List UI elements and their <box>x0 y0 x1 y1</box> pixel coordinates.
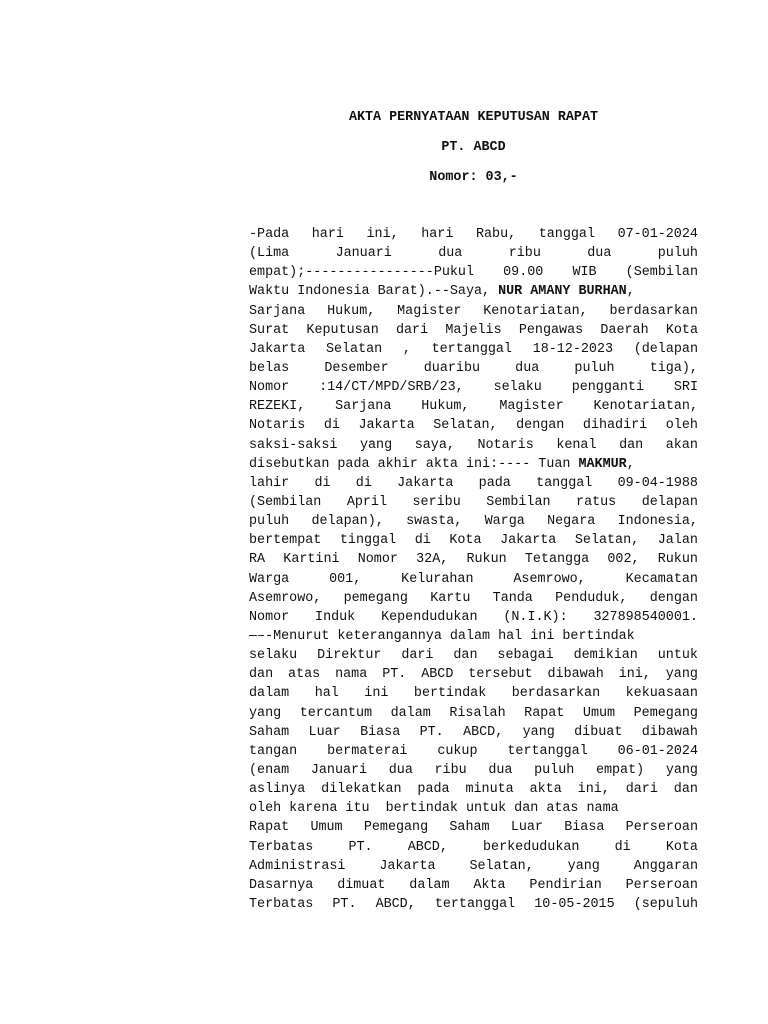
body-word: Nomor <box>249 609 290 625</box>
body-word: Pendirian <box>529 877 602 893</box>
body-word: atas <box>288 667 321 683</box>
body-word: Notaris <box>249 418 306 434</box>
body-word: PT. <box>382 667 407 683</box>
body-word: dilekatkan <box>321 782 402 798</box>
body-word: , <box>402 341 411 357</box>
body-line <box>249 608 698 627</box>
body-word: (sepuluh <box>633 896 698 912</box>
bold-name: MAKMUR <box>578 456 627 472</box>
body-word: di <box>323 418 340 434</box>
document-header <box>249 108 698 198</box>
body-word: berdasarkan <box>609 303 698 319</box>
body-word: dari <box>625 782 658 798</box>
body-word: Terbatas <box>249 896 314 912</box>
body-word: puluh <box>574 360 615 376</box>
body-word: swasta, <box>406 514 463 530</box>
body-line <box>249 761 698 780</box>
body-word: tanggal <box>536 475 593 491</box>
body-word: Sembilan <box>486 494 551 510</box>
body-word: hal <box>314 686 339 702</box>
body-word: dengan <box>649 590 698 606</box>
body-word: 18-12-2023 <box>532 341 614 357</box>
body-word: tersebut <box>468 667 533 683</box>
body-word: demikian <box>573 648 638 664</box>
body-line <box>249 799 698 818</box>
body-word: puluh <box>657 246 698 262</box>
body-word: lahir <box>249 475 290 491</box>
body-word: nama <box>335 667 368 683</box>
body-word: 32A, <box>416 552 449 568</box>
body-word: Terbatas <box>249 839 314 855</box>
body-word: Asemrowo, <box>249 590 322 606</box>
body-word: kekuasaan <box>625 686 698 702</box>
body-word: ini <box>364 686 389 702</box>
body-word: akan <box>665 437 698 453</box>
body-word: Magister <box>397 303 462 319</box>
body-word: 07-01-2024 <box>617 227 698 242</box>
body-line <box>249 244 698 263</box>
body-word: belas <box>249 360 290 376</box>
body-word: Selatan, <box>469 858 534 874</box>
body-word: 09.00 <box>503 265 544 281</box>
body-word: yang <box>359 437 393 453</box>
body-line <box>249 742 698 761</box>
body-line <box>249 704 698 723</box>
body-word: bertindak <box>413 686 487 702</box>
body-word: dua <box>438 246 463 262</box>
body-word: 06-01-2024 <box>617 743 698 759</box>
body-word: Sarjana <box>249 303 306 319</box>
body-word: Pengawas <box>518 322 584 338</box>
body-word: Warga <box>484 514 525 530</box>
body-word: pemegang <box>343 590 408 606</box>
body-line <box>249 493 698 512</box>
body-word: PT. <box>332 896 357 912</box>
body-word: Januari <box>335 246 392 262</box>
body-word: Kota <box>665 322 698 338</box>
body-word: hari <box>421 227 454 242</box>
body-word: Penduduk, <box>555 590 628 606</box>
body-word: Selatan <box>325 341 383 357</box>
body-word: Notaris <box>477 437 534 453</box>
body-word: Sarjana <box>335 399 392 415</box>
body-word: kenal <box>556 437 597 453</box>
body-line <box>249 646 698 665</box>
body-word: Akta <box>473 877 506 893</box>
body-word: Pemegang <box>633 705 698 721</box>
body-word: Jalan <box>657 533 698 549</box>
body-word: -Pada <box>249 227 290 242</box>
document-body <box>249 225 698 914</box>
body-line <box>249 225 698 244</box>
body-line <box>249 321 698 340</box>
body-word: Saham <box>449 820 490 836</box>
body-word: seribu <box>412 494 461 510</box>
body-word: pada <box>417 782 450 798</box>
body-word: 002, <box>607 552 640 568</box>
body-word: dan <box>453 648 478 664</box>
body-line <box>249 455 698 474</box>
body-word: (N.I.K): <box>503 609 568 625</box>
body-line <box>249 838 698 857</box>
body-word: yang <box>665 762 698 778</box>
body-word: selaku <box>249 648 298 664</box>
body-word: Kenotariatan, <box>593 399 698 415</box>
body-word: Jakarta <box>379 858 436 874</box>
body-word: Administrasi <box>249 858 346 874</box>
body-word: SRI <box>673 380 698 396</box>
body-word: dihadiri <box>582 418 648 434</box>
body-word: Perseroan <box>625 820 698 836</box>
body-line <box>249 876 698 895</box>
body-word: (Sembilan <box>249 494 322 510</box>
body-word: Saham <box>249 724 290 740</box>
body-word: Tetangga <box>524 552 590 568</box>
body-word: selaku <box>493 380 542 396</box>
body-word: pada <box>478 475 511 491</box>
body-word: di <box>355 475 372 491</box>
body-word: ini, <box>577 782 610 798</box>
body-word: cukup <box>437 743 478 759</box>
body-word: bermaterai <box>327 743 408 759</box>
body-word: di <box>414 533 431 549</box>
body-word: REZEKI, <box>249 399 306 415</box>
body-word: dalam <box>249 686 290 702</box>
body-word: Umum <box>582 705 616 721</box>
body-word: pengganti <box>571 380 645 396</box>
body-segment: , <box>626 456 635 472</box>
body-line <box>249 665 698 684</box>
body-word: Negara <box>547 514 596 530</box>
body-word: dengan <box>516 418 565 434</box>
body-line <box>249 302 698 321</box>
body-word: Desember <box>324 360 389 376</box>
body-word: Hukum, <box>421 399 470 415</box>
body-word: yang <box>567 858 600 874</box>
body-line <box>249 416 698 435</box>
body-word: Januari <box>310 762 368 778</box>
body-word: Kartu <box>430 590 471 606</box>
body-segment: —–-Menurut keterangannya dalam hal ini bertindak <box>249 628 635 644</box>
body-word: Surat <box>249 322 290 338</box>
body-word: saksi-saksi <box>249 437 338 453</box>
body-word: Kartini <box>283 552 340 568</box>
body-word: Luar <box>510 820 543 836</box>
body-word: tertanggal <box>434 896 516 912</box>
body-line <box>249 589 698 608</box>
body-word: 001, <box>329 571 362 587</box>
body-word: Kenotariatan, <box>483 303 588 319</box>
body-word: dibawah <box>641 724 698 740</box>
body-word: :14/CT/MPD/SRB/23, <box>319 380 464 396</box>
body-line <box>249 531 698 550</box>
body-word: Anggaran <box>633 858 698 874</box>
body-word: Daerah <box>600 322 649 338</box>
body-word: Magister <box>499 399 564 415</box>
body-word: yang <box>522 724 555 740</box>
body-line <box>249 857 698 876</box>
body-word: dua <box>388 762 413 778</box>
body-word: (Sembilan <box>625 265 698 281</box>
document-number: Nomor: 03,- <box>429 170 518 185</box>
body-word: dan <box>249 667 274 683</box>
body-word: di <box>614 839 631 855</box>
body-word: Keputusan <box>306 322 379 338</box>
body-word: berdasarkan <box>511 686 601 702</box>
body-line <box>249 895 698 914</box>
body-word: aslinya <box>249 782 306 798</box>
body-word: sebagai <box>497 648 554 664</box>
body-word: di <box>314 475 331 491</box>
body-word: dan <box>619 437 644 453</box>
body-word: ribu <box>434 762 467 778</box>
body-word: Kependudukan <box>381 609 478 625</box>
body-word: (Lima <box>249 246 290 262</box>
body-word: yang <box>665 667 698 683</box>
body-segment: oleh karena itu bertindak untuk dan atas nama <box>249 801 619 817</box>
body-word: Biasa <box>564 820 605 836</box>
body-segment: disebutkan pada akhir akta ini:---- Tuan <box>249 456 579 472</box>
body-word: delapan), <box>311 514 384 530</box>
body-word: Biasa <box>360 724 401 740</box>
body-word: Rabu, <box>475 227 517 242</box>
body-word: dua <box>587 246 612 262</box>
body-word: ribu <box>508 246 541 262</box>
body-word: PT. <box>419 724 444 740</box>
body-line <box>249 684 698 703</box>
body-word: Selatan, <box>433 418 498 434</box>
body-line <box>249 627 698 646</box>
body-word: oleh <box>665 418 698 434</box>
body-line <box>249 723 698 742</box>
body-word: untuk <box>657 648 698 664</box>
bold-name: NUR AMANY BURHAN <box>498 284 627 300</box>
body-word: tertanggal <box>431 341 512 357</box>
body-word: (enam <box>249 762 290 778</box>
body-line <box>249 818 698 837</box>
body-word: ABCD, <box>407 839 448 855</box>
body-segment: Waktu Indonesia Barat).--Saya, <box>249 284 499 300</box>
body-word: 327898540001. <box>593 609 698 625</box>
body-word: tercantum <box>299 705 373 721</box>
body-line <box>249 397 698 416</box>
body-word: dan <box>673 782 698 798</box>
body-word: saya, <box>414 437 455 453</box>
body-word: tinggal <box>339 533 397 549</box>
body-word: dalam <box>390 705 431 721</box>
body-word: Nomor <box>357 552 398 568</box>
body-line <box>249 263 698 282</box>
body-word: dimuat <box>337 877 386 893</box>
body-word: Rapat <box>249 820 290 836</box>
body-word: ini, <box>618 667 651 683</box>
body-word: Selatan, <box>574 533 640 549</box>
body-word: empat);----------------Pukul <box>249 265 474 281</box>
body-word: WIB <box>572 265 597 281</box>
body-word: Kecamatan <box>625 571 698 587</box>
body-word: delapan <box>641 494 698 510</box>
body-word: akta <box>529 782 562 798</box>
body-word: Luar <box>308 724 341 740</box>
body-line <box>249 550 698 569</box>
body-word: Kota <box>449 533 482 549</box>
body-word: PT. <box>348 839 373 855</box>
body-word: duaribu <box>423 360 481 376</box>
body-word: Risalah <box>449 705 506 721</box>
body-word: hari <box>311 227 344 242</box>
body-word: Rukun <box>657 552 698 568</box>
body-word: Induk <box>315 609 356 625</box>
body-line <box>249 359 698 378</box>
body-word: Perseroan <box>625 877 698 893</box>
body-word: 10-05-2015 <box>534 896 615 912</box>
body-word: minuta <box>465 782 514 798</box>
body-word: Direktur <box>317 648 382 664</box>
body-word: ABCD, <box>463 724 504 740</box>
body-line <box>249 282 698 301</box>
body-line <box>249 340 698 359</box>
body-word: dibuat <box>574 724 623 740</box>
body-word: RA <box>249 552 266 568</box>
body-word: Rukun <box>466 552 507 568</box>
body-word: dua <box>488 762 513 778</box>
body-line <box>249 512 698 531</box>
body-word: dua <box>515 360 540 376</box>
body-word: Indonesia, <box>617 514 698 530</box>
body-word: berkedudukan <box>483 839 580 855</box>
body-word: ABCD <box>421 667 454 683</box>
body-word: Jakarta <box>358 418 415 434</box>
body-word: dibawah <box>547 667 604 683</box>
company-name: PT. ABCD <box>441 140 506 155</box>
body-word: ratus <box>576 494 617 510</box>
body-word: yang <box>249 705 282 721</box>
body-word: April <box>346 494 388 510</box>
body-word: Kota <box>665 839 698 855</box>
body-word: Hukum, <box>327 303 376 319</box>
body-word: dalam <box>409 877 450 893</box>
body-word: tertanggal <box>507 743 588 759</box>
body-word: Warga <box>249 571 290 587</box>
body-word: Kelurahan <box>401 571 474 587</box>
body-line <box>249 570 698 589</box>
body-word: Majelis <box>445 322 502 338</box>
body-line <box>249 780 698 799</box>
body-word: Pemegang <box>363 820 429 836</box>
body-word: Jakarta <box>397 475 454 491</box>
body-word: dari <box>395 322 429 338</box>
body-word: Nomor <box>249 380 290 396</box>
body-word: empat) <box>595 762 645 778</box>
body-word: bertempat <box>249 533 322 549</box>
body-word: ini, <box>366 227 399 242</box>
body-line <box>249 474 698 493</box>
body-line <box>249 378 698 397</box>
body-word: Tanda <box>492 590 533 606</box>
body-word: dari <box>401 648 434 664</box>
body-word: Dasarnya <box>249 877 314 893</box>
body-word: Jakarta <box>500 533 557 549</box>
document-title: AKTA PERNYATAAN KEPUTUSAN RAPAT <box>348 110 599 125</box>
body-word: puluh <box>534 762 575 778</box>
body-line <box>249 436 698 455</box>
body-segment: , <box>626 284 635 300</box>
body-word: ABCD, <box>375 896 416 912</box>
body-word: puluh <box>249 514 290 530</box>
body-word: 09-04-1988 <box>617 475 698 491</box>
body-word: Umum <box>310 820 343 836</box>
body-word: (delapan <box>633 341 698 357</box>
body-word: Rapat <box>524 705 565 721</box>
body-word: tangan <box>249 743 298 759</box>
body-word: tanggal <box>538 227 595 242</box>
body-word: tiga), <box>649 360 698 376</box>
body-word: Asemrowo, <box>513 571 586 587</box>
body-word: Jakarta <box>249 341 306 357</box>
